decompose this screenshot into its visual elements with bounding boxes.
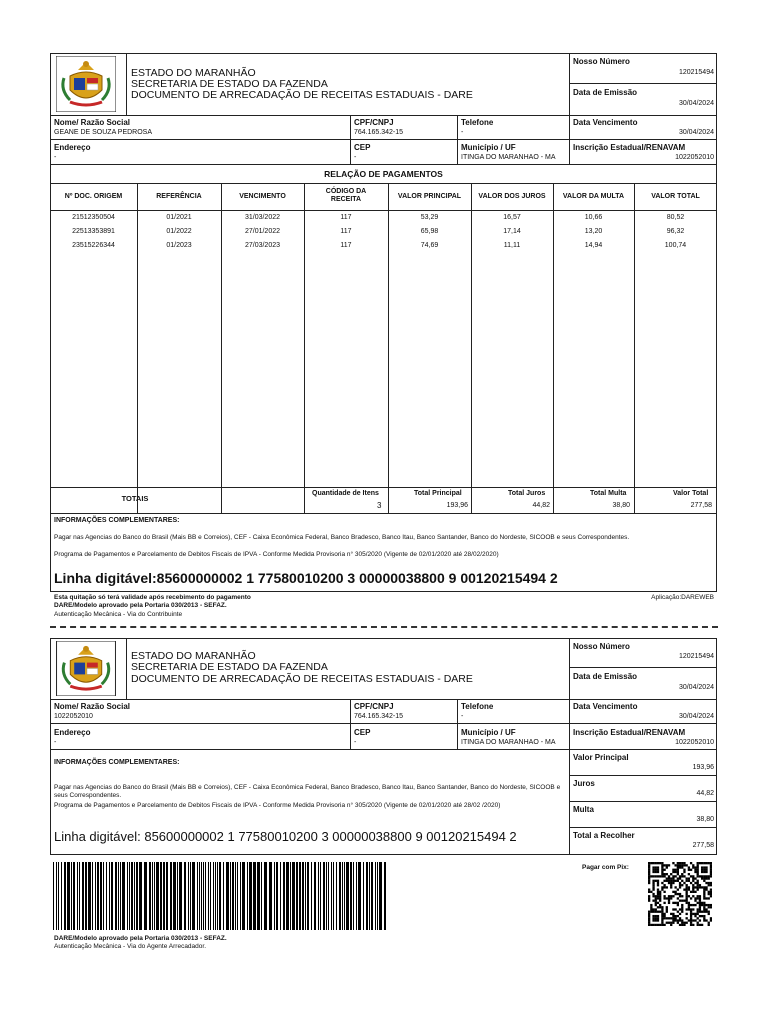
qtd-itens-label: Quantidade de Itens (312, 490, 379, 497)
inscricao-label-2: Inscrição Estadual/RENAVAM (573, 728, 686, 737)
endereco-value: - (54, 154, 57, 161)
valor-principal-label: Valor Principal (573, 753, 629, 762)
valor-total-label: Valor Total (673, 490, 709, 497)
valor-total-value: 277,58 (690, 502, 712, 509)
info2-text1: Pagar nas Agencias do Banco do Brasil (Mais BB e Correios), CEF - Caixa Econômica Federal, Banco Bradesco, Banco Itau, Banco Santander, Banco do Nordeste, SICOOB e seus Correspondentes. (54, 784, 561, 799)
state-coat-of-arms (56, 56, 116, 112)
data-emissao-value: 30/04/2024 (678, 100, 714, 107)
barcode-bar (356, 862, 357, 930)
barcode-bar (129, 862, 130, 930)
barcode-bar (95, 862, 96, 930)
barcode-bar (79, 862, 80, 930)
nosso-numero-label-2: Nosso Número (573, 642, 630, 651)
municipio-label-2: Município / UF (461, 728, 516, 737)
nome-label: Nome/ Razão Social (54, 118, 131, 127)
barcode-bar (257, 862, 260, 930)
barcode-bar (173, 862, 176, 930)
barcode-bar (377, 862, 378, 930)
nosso-numero-label: Nosso Número (573, 57, 630, 66)
table-cell: 31/03/2022 (244, 214, 281, 221)
data-emissao-label-2: Data de Emissão (573, 672, 638, 681)
barcode-bar (311, 862, 312, 930)
total-principal-label: Total Principal (414, 490, 462, 497)
table-col-header: VENCIMENTO (239, 193, 286, 200)
data-emissao-label: Data de Emissão (573, 88, 638, 97)
table-cell: 10,66 (584, 214, 603, 221)
barcode-bar (136, 862, 138, 930)
barcode-bar (342, 862, 343, 930)
barcode-bar (286, 862, 289, 930)
table-col-header: Nº DOC. ORIGEM (64, 193, 123, 200)
barcode-bar (247, 862, 248, 930)
barcode-bar (192, 862, 195, 930)
info-text1: Pagar nas Agencias do Banco do Brasil (Mais BB e Correios), CEF - Caixa Econômica Federal, Banco Bradesco, Banco Itau, Banco Santander, Banco do Nordeste, SICOOB e seus Correspondentes. (54, 534, 630, 541)
footer2-l1: DARE/Modelo aprovado pela Portaria 030/2013 - SEFAZ. (54, 935, 227, 942)
table-col-header: CÓDIGO DA RECEITA (325, 188, 367, 203)
barcode-bar (203, 862, 204, 930)
barcode-bar (205, 862, 206, 930)
inscricao-label: Inscrição Estadual/RENAVAM (573, 143, 686, 152)
barcode-bar (118, 862, 119, 930)
barcode-bar (170, 862, 172, 930)
endereco-label: Endereço (54, 143, 91, 152)
vencimento-value: 30/04/2024 (678, 129, 714, 136)
barcode-bar (131, 862, 133, 930)
barcode-bar (127, 862, 128, 930)
barcode-bar (384, 862, 386, 930)
barcode-bar (154, 862, 155, 930)
municipio-value-2: ITINGA DO MARANHAO - MA (461, 739, 556, 746)
barcode-bar (350, 862, 352, 930)
barcode-bar (201, 862, 202, 930)
barcode-bar (210, 862, 211, 930)
cpf-value-2: 764.165.342-15 (354, 713, 404, 720)
barcode-bar (242, 862, 245, 930)
barcode-bar (88, 862, 91, 930)
pix-label: Pagar com Pix: (582, 864, 629, 871)
barcode-bar (134, 862, 135, 930)
barcode-bar (188, 862, 189, 930)
nome-label-2: Nome/ Razão Social (54, 702, 131, 711)
municipio-value: ITINGA DO MARANHAO - MA (461, 154, 556, 161)
barcode-bar (82, 862, 84, 930)
state-coat-of-arms-2 (56, 641, 116, 696)
barcode-bar (235, 862, 236, 930)
barcode-bar (269, 862, 272, 930)
barcode-bar (100, 862, 102, 930)
totais-label: TOTAIS (121, 494, 149, 503)
barcode-bar (56, 862, 57, 930)
inscricao-value-2: 1022052010 (675, 739, 714, 746)
barcode-bar (111, 862, 113, 930)
barcode-bar (120, 862, 121, 930)
barcode-bar (331, 862, 332, 930)
barcode-bar (115, 862, 117, 930)
barcode-bar (290, 862, 291, 930)
nosso-numero-value-2: 120215494 (678, 653, 714, 660)
barcode-bar (276, 862, 278, 930)
footer1-l3: Autenticação Mecânica - Via do Contribuinte (54, 611, 183, 618)
barcode-bar (184, 862, 186, 930)
cut-line (50, 626, 718, 628)
barcode-bar (179, 862, 182, 930)
barcode-bar (369, 862, 370, 930)
barcode-bar (314, 862, 316, 930)
barcode-bar (53, 862, 54, 930)
barcode-bar (296, 862, 298, 930)
barcode-bar (215, 862, 216, 930)
total-multa-label: Total Multa (590, 490, 627, 497)
barcode-bar (339, 862, 341, 930)
barcode-bar (379, 862, 382, 930)
table-col-header: REFERÊNCIA (156, 193, 202, 200)
barcode-bar (64, 862, 66, 930)
header2-line1: ESTADO DO MARANHÃO (131, 650, 256, 662)
endereco-label-2: Endereço (54, 728, 91, 737)
info2-text2: Programa de Pagamentos e Parcelamento de Debitos Fiscais de IPVA - Conforme Medida Provisoria n° 305/2020 (Vigente de 02/01/2020 até 28/02 /2020) (54, 802, 501, 809)
table-cell: 117 (340, 228, 352, 235)
table-col-header: VALOR TOTAL (651, 193, 700, 200)
barcode-bar (274, 862, 275, 930)
table-cell: 14,94 (584, 242, 603, 249)
table-cell: 96,32 (666, 228, 685, 235)
total-multa-value: 38,80 (612, 502, 630, 509)
table-cell: 22513353891 (72, 228, 115, 235)
barcode-bar (237, 862, 238, 930)
endereco-value-2: - (54, 739, 57, 746)
valor-principal-value: 193,96 (692, 764, 714, 771)
header2-line2: SECRETARIA DE ESTADO DA FAZENDA (131, 661, 328, 673)
barcode-bar (240, 862, 241, 930)
barcode-bar (106, 862, 107, 930)
multa-label: Multa (573, 805, 594, 814)
relacao-title: RELAÇÃO DE PAGAMENTOS (324, 169, 443, 179)
barcode-bar (261, 862, 262, 930)
total-juros-label: Total Juros (508, 490, 546, 497)
total-principal-value: 193,96 (446, 502, 468, 509)
info-label: INFORMAÇÕES COMPLEMENTARES: (54, 517, 180, 524)
barcode (53, 862, 386, 930)
barcode-bar (219, 862, 221, 930)
barcode-bar (217, 862, 218, 930)
header-line1: ESTADO DO MARANHÃO (131, 67, 256, 79)
barcode-bar (58, 862, 59, 930)
vencimento-value-2: 30/04/2024 (678, 713, 714, 720)
juros-label: Juros (573, 779, 595, 788)
barcode-bar (208, 862, 209, 930)
table-cell: 117 (340, 242, 352, 249)
linha-digitavel-2: Linha digitável: 85600000002 1 77580010200 3 00000038800 9 00120215494 2 (54, 829, 517, 844)
barcode-bar (92, 862, 93, 930)
table-cell: 53,29 (420, 214, 439, 221)
barcode-bar (149, 862, 151, 930)
table-cell: 117 (340, 214, 352, 221)
barcode-bar (109, 862, 110, 930)
cep-label-2: CEP (354, 728, 371, 737)
barcode-bar (160, 862, 162, 930)
barcode-bar (333, 862, 334, 930)
table-col-header: VALOR DA MULTA (562, 193, 625, 200)
table-cell: 80,52 (666, 214, 685, 221)
linha-digitavel-1: Linha digitável:85600000002 1 77580010200 3 00000038800 9 00120215494 2 (54, 570, 558, 586)
table-cell: 100,74 (664, 242, 687, 249)
cep-label: CEP (354, 143, 371, 152)
table-col-header: VALOR DOS JUROS (478, 193, 546, 200)
barcode-bar (122, 862, 125, 930)
barcode-bar (320, 862, 321, 930)
pix-qr-code[interactable] (648, 862, 712, 926)
telefone-label-2: Telefone (461, 702, 494, 711)
nome-value-2: 1022052010 (54, 713, 93, 720)
barcode-bar (292, 862, 295, 930)
barcode-bar (199, 862, 200, 930)
info-text2: Programa de Pagamentos e Parcelamento de Debitos Fiscais de IPVA - Conforme Medida Provisoria n° 305/2020 (Vigente de 02/01/2020 até 28/02/2020) (54, 551, 499, 558)
vencimento-label: Data Vencimento (573, 118, 638, 127)
barcode-bar (163, 862, 165, 930)
barcode-bar (177, 862, 178, 930)
header-line3: DOCUMENTO DE ARRECADAÇÃO DE RECEITAS ESTADUAIS - DARE (131, 89, 473, 101)
barcode-bar (371, 862, 373, 930)
barcode-bar (77, 862, 78, 930)
table-cell: 23515226344 (72, 242, 115, 249)
table-cell: 74,69 (420, 242, 439, 249)
header2-line3: DOCUMENTO DE ARRECADAÇÃO DE RECEITAS ESTADUAIS - DARE (131, 673, 473, 685)
barcode-bar (226, 862, 229, 930)
inscricao-value: 1022052010 (675, 154, 714, 161)
barcode-bar (305, 862, 306, 930)
cpf-value: 764.165.342-15 (354, 129, 404, 136)
barcode-bar (152, 862, 153, 930)
barcode-bar (73, 862, 75, 930)
data-emissao-value-2: 30/04/2024 (678, 684, 714, 691)
table-cell: 11,11 (503, 242, 521, 249)
barcode-bar (230, 862, 231, 930)
barcode-bar (264, 862, 267, 930)
barcode-bar (253, 862, 256, 930)
total-recolher-label: Total a Recolher (573, 831, 635, 840)
barcode-bar (299, 862, 301, 930)
table-cell: 27/01/2022 (244, 228, 281, 235)
cpf-label: CPF/CNPJ (354, 118, 394, 127)
table-col-header: VALOR PRINCIPAL (397, 193, 462, 200)
barcode-bar (353, 862, 354, 930)
qtd-itens-value: 3 (377, 501, 382, 510)
barcode-bar (363, 862, 364, 930)
juros-value: 44,82 (696, 790, 714, 797)
cep-value-2: - (354, 739, 357, 746)
multa-value: 38,80 (696, 816, 714, 823)
barcode-bar (139, 862, 142, 930)
barcode-bar (326, 862, 327, 930)
vencimento-label-2: Data Vencimento (573, 702, 638, 711)
table-cell: 01/2021 (166, 214, 192, 221)
telefone-value-2: - (461, 713, 464, 720)
barcode-bar (318, 862, 319, 930)
barcode-bar (358, 862, 361, 930)
barcode-bar (346, 862, 349, 930)
total-recolher-value: 277,58 (692, 842, 714, 849)
barcode-bar (144, 862, 147, 930)
barcode-bar (71, 862, 72, 930)
barcode-bar (190, 862, 191, 930)
table-cell: 01/2023 (166, 242, 192, 249)
barcode-bar (336, 862, 337, 930)
barcode-bar (103, 862, 104, 930)
table-cell: 01/2022 (166, 228, 192, 235)
barcode-bar (307, 862, 309, 930)
barcode-bar (323, 862, 325, 930)
footer2-l2: Autenticação Mecânica - Via do Agente Arrecadador. (54, 943, 207, 950)
table-cell: 27/03/2023 (244, 242, 281, 249)
barcode-bar (61, 862, 62, 930)
table-cell: 13,20 (584, 228, 603, 235)
barcode-bar (156, 862, 159, 930)
footer1-app: Aplicação:DAREWEB (651, 594, 714, 601)
barcode-bar (366, 862, 368, 930)
barcode-bar (85, 862, 87, 930)
barcode-bar (197, 862, 198, 930)
barcode-bar (67, 862, 70, 930)
table-cell: 65,98 (420, 228, 439, 235)
barcode-bar (283, 862, 285, 930)
cep-value: - (354, 154, 357, 161)
table-cell: 21512350504 (72, 214, 115, 221)
barcode-bar (232, 862, 234, 930)
footer1-l1: Esta quitação só terá validade após recebimento do pagamento (54, 594, 251, 601)
barcode-bar (280, 862, 281, 930)
nosso-numero-value: 120215494 (678, 69, 714, 76)
table-cell: 16,57 (503, 214, 521, 221)
municipio-label: Município / UF (461, 143, 516, 152)
barcode-bar (166, 862, 168, 930)
barcode-bar (213, 862, 214, 930)
barcode-bar (249, 862, 252, 930)
telefone-value: - (461, 129, 464, 136)
header-line2: SECRETARIA DE ESTADO DA FAZENDA (131, 78, 328, 90)
info-label-2: INFORMAÇÕES COMPLEMENTARES: (54, 759, 180, 766)
total-juros-value: 44,82 (532, 502, 550, 509)
barcode-bar (375, 862, 376, 930)
footer1-l2: DARE/Modelo aprovado pela Portaria 030/2013 - SEFAZ. (54, 602, 227, 609)
cpf-label-2: CPF/CNPJ (354, 702, 394, 711)
nome-value: GEANE DE SOUZA PEDROSA (54, 129, 153, 136)
telefone-label: Telefone (461, 118, 494, 127)
barcode-bar (302, 862, 304, 930)
barcode-bar (223, 862, 224, 930)
table-cell: 17,14 (503, 228, 521, 235)
barcode-bar (328, 862, 329, 930)
barcode-bar (344, 862, 345, 930)
barcode-bar (97, 862, 99, 930)
